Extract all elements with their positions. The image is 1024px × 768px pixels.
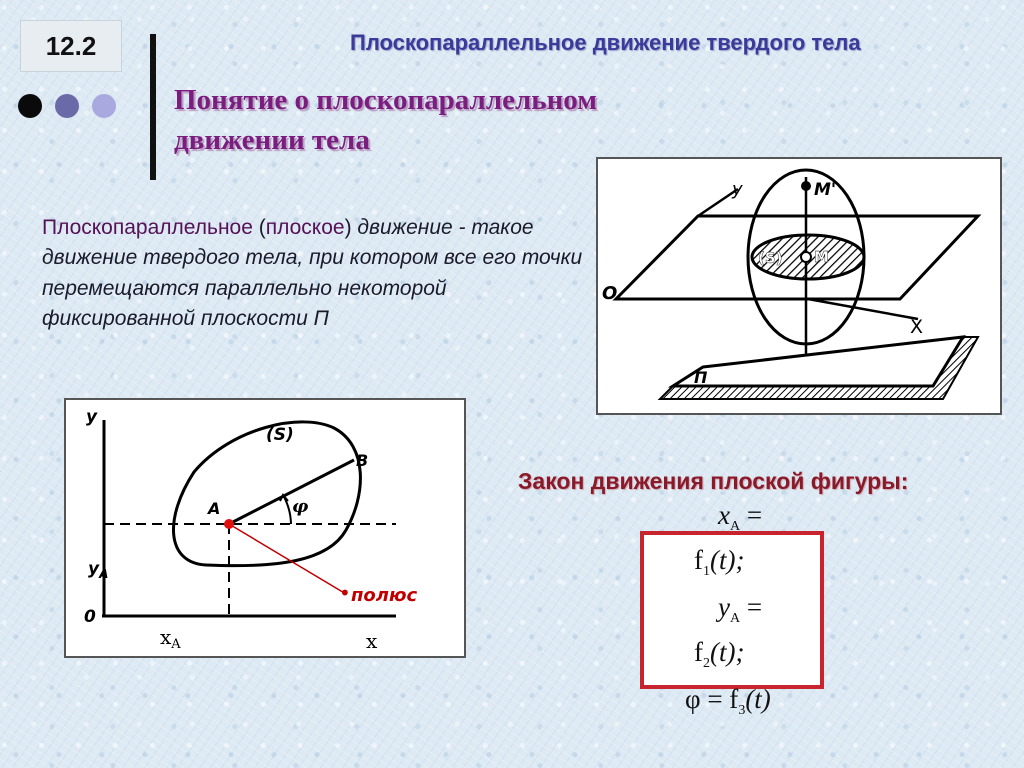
slide-number-badge	[20, 20, 122, 72]
pole-point	[224, 519, 234, 529]
eq-f2	[694, 637, 744, 672]
ya-subscript: A	[99, 567, 109, 581]
top-label-x: X	[910, 316, 924, 338]
eq-ya-var: y	[718, 592, 730, 622]
eq-phi-arg: (t)	[745, 684, 771, 714]
top-label-s: (S)	[758, 249, 783, 267]
header-title: Плоскопараллельное движение твердого тела	[350, 30, 861, 55]
pole-connector	[229, 524, 346, 594]
bottom-figure-drawing	[66, 400, 464, 656]
bottom-label-a: A	[208, 499, 221, 518]
top-label-o: O	[602, 283, 618, 304]
definition-text	[42, 213, 597, 335]
pole-label: полюс	[351, 585, 418, 606]
subtitle-line-1: Понятие о плоскопараллельном	[174, 84, 597, 116]
bottom-label-b: B	[356, 451, 369, 470]
eq-f2-f: f	[694, 637, 703, 667]
eq-ya	[718, 592, 762, 627]
top-label-y: y	[732, 179, 743, 200]
definition-body: движение - такое движение твердого тела, при котором все его точки перемещаются параллельно некоторой фиксированной плоскости П	[42, 216, 583, 331]
eq-ya-sub: A	[729, 611, 741, 626]
top-label-p: П	[694, 368, 708, 387]
eq-f2-arg: (t);	[710, 637, 745, 667]
slide-number: 12.2	[45, 30, 97, 61]
subtitle-line-2: движении тела	[174, 124, 370, 157]
term-plane: плоское	[265, 216, 345, 239]
dot-lavender	[92, 94, 116, 118]
decorative-dots	[18, 94, 116, 118]
eq-phi-sub: 3	[738, 703, 746, 718]
eq-phi-lhs: φ = f	[685, 684, 739, 714]
fixed-plane	[673, 337, 963, 386]
bottom-label-y: y	[86, 407, 98, 427]
bottom-label-origin: 0	[84, 607, 96, 627]
open-paren: (	[252, 216, 266, 239]
bottom-label-x: x	[366, 629, 378, 653]
point-m	[801, 252, 811, 262]
dot-black	[18, 94, 42, 118]
bottom-figure	[64, 398, 466, 658]
ya-letter: y	[88, 559, 100, 579]
eq-f1-arg: (t);	[710, 545, 745, 575]
vertical-divider	[150, 34, 156, 180]
eq-ya-rest: =	[740, 592, 763, 622]
point-m-prime	[801, 181, 811, 191]
bottom-label-phi: φ	[292, 496, 309, 517]
law-title: Закон движения плоской фигуры:	[518, 468, 909, 494]
eq-f2-sub: 2	[703, 656, 710, 671]
top-figure-drawing	[598, 159, 1000, 413]
eq-xa	[718, 500, 762, 535]
close-paren: )	[344, 216, 358, 239]
bottom-label-s: (S)	[266, 425, 294, 445]
top-label-m-prime: M'	[814, 180, 837, 200]
eq-xa-rest: =	[740, 500, 763, 530]
bottom-label-xa	[160, 625, 181, 652]
eq-xa-var: x	[718, 500, 730, 530]
eq-xa-sub: A	[729, 519, 741, 534]
top-label-m: M	[814, 248, 829, 266]
top-x-axis	[808, 299, 918, 319]
term-planeparallel: Плоскопараллельное	[42, 216, 253, 239]
eq-f1	[694, 545, 744, 580]
eq-f1-sub: 1	[703, 564, 710, 579]
eq-f1-f: f	[694, 545, 703, 575]
top-figure	[596, 157, 1002, 415]
xa-subscript: A	[171, 637, 181, 652]
xa-letter: x	[160, 625, 172, 649]
eq-phi	[685, 684, 771, 719]
pole-label-dot: •	[339, 581, 351, 605]
dot-slate	[55, 94, 79, 118]
slide-subtitle	[174, 80, 734, 160]
